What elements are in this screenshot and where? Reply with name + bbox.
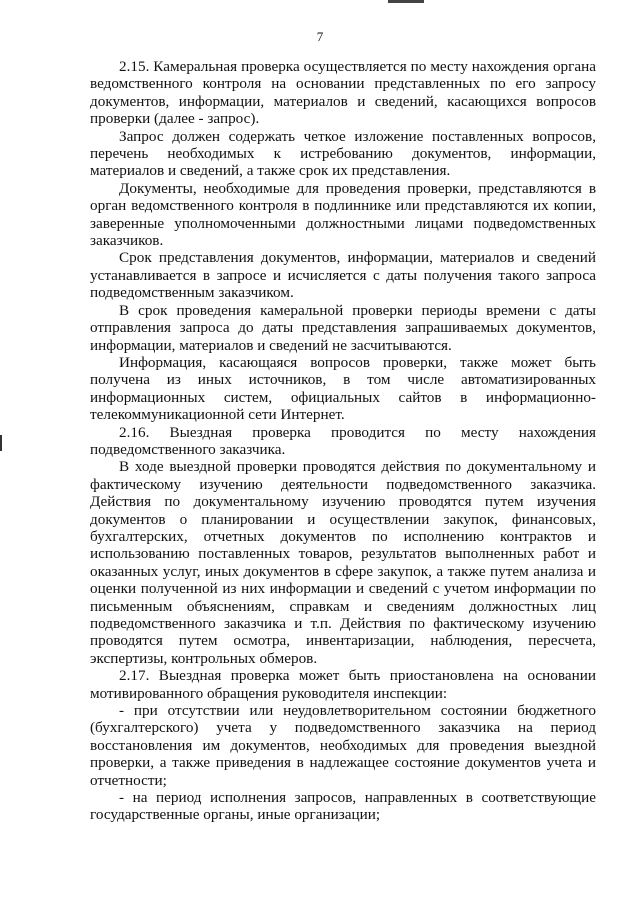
- paragraph-documents-submission: Документы, необходимые для проведения проверки, представляются в орган ведомственного контроля в подлиннике или представляются их копии, заверенные уполномоченными должностными лицами подведомственных заказчиков.: [90, 179, 596, 250]
- paragraph-2-16: 2.16. Выездная проверка проводится по месту нахождения подведомственного заказчика.: [90, 423, 596, 458]
- paragraph-onsite-actions: В ходе выездной проверки проводятся действия по документальному и фактическому изучению деятельности подведомственного заказчика. Действия по документальному изучению проводятся путем изучения документов о планировании и осуществлении закупок, финансовых, бухгалтерских, отчетных документов по исполнению контрактов и использованию поставленных товаров, результатов выполненных работ и оказанных услуг, иных документов в сфере закупок, а также путем анализа и оценки полученной из них информации и сведений с учетом информации по письменным объяснениям, справкам и сведениям должностных лиц подведомственного заказчика и т.п. Действия по фактическому изучению проводятся путем осмотра, инвентаризации, наблюдения, пересчета, экспертизы, контрольных обмеров.: [90, 458, 596, 667]
- list-item-requests-period: - на период исполнения запросов, направленных в соответствующие государственные органы, иные организации;: [90, 789, 596, 824]
- paragraph-time-periods: В срок проведения камеральной проверки периоды времени с даты отправления запроса до даты представления запрашиваемых документов, информации, материалов и сведений не засчитываются.: [90, 301, 596, 354]
- scan-artifact-top: [388, 0, 424, 3]
- paragraph-request-content: Запрос должен содержать четкое изложение поставленных вопросов, перечень необходимых к истребованию документов, информации, материалов и сведений, а также срок их представления.: [90, 127, 596, 180]
- paragraph-submission-deadline: Срок представления документов, информации, материалов и сведений устанавливается в запросе и исчисляется с даты получения такого запроса подведомственным заказчиком.: [90, 249, 596, 302]
- list-item-accounting-state: - при отсутствии или неудовлетворительном состоянии бюджетного (бухгалтерского) учета у подведомственного заказчика на период восстановления им документов, необходимых для проведения выездной проверки, а также приведения в надлежащее состояние документов учета и отчетности;: [90, 702, 596, 789]
- document-body: [90, 58, 596, 824]
- page-number: 7: [316, 29, 324, 44]
- paragraph-2-17: 2.17. Выездная проверка может быть приостановлена на основании мотивированного обращения руководителя инспекции:: [90, 667, 596, 702]
- paragraph-2-15: 2.15. Камеральная проверка осуществляется по месту нахождения органа ведомственного контроля на основании представленных по его запросу документов, информации, материалов и сведений, касающихся вопросов проверки (далее - запрос).: [90, 58, 596, 128]
- paragraph-other-sources: Информация, касающаяся вопросов проверки, также может быть получена из иных источников, в том числе автоматизированных информационных систем, официальных сайтов в информационно-телекоммуникационной сети Интернет.: [90, 353, 596, 424]
- scan-artifact-left-edge: [0, 435, 2, 451]
